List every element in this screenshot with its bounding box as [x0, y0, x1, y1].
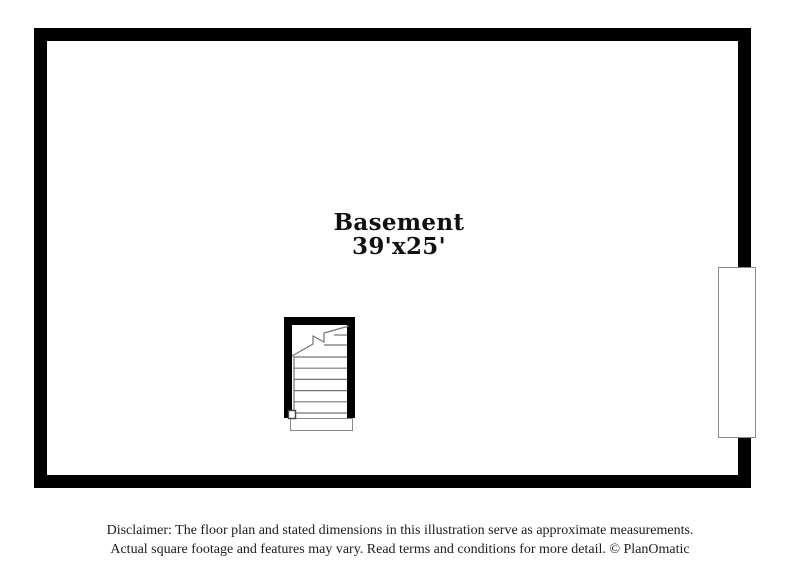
staircase-icon	[282, 315, 358, 435]
disclaimer	[0, 521, 800, 559]
room-label	[299, 211, 499, 259]
room-name: Basement	[333, 209, 465, 236]
disclaimer-line-1: Disclaimer: The floor plan and stated dimensions in this illustration serve as approximate measurements.	[106, 523, 694, 538]
room-dimensions: 39'x25'	[352, 233, 446, 260]
disclaimer-line-2: Actual square footage and features may vary. Read terms and conditions for more detail. © PlanOmatic	[110, 542, 690, 557]
newel-post-icon	[289, 411, 296, 419]
window-icon	[718, 267, 756, 438]
